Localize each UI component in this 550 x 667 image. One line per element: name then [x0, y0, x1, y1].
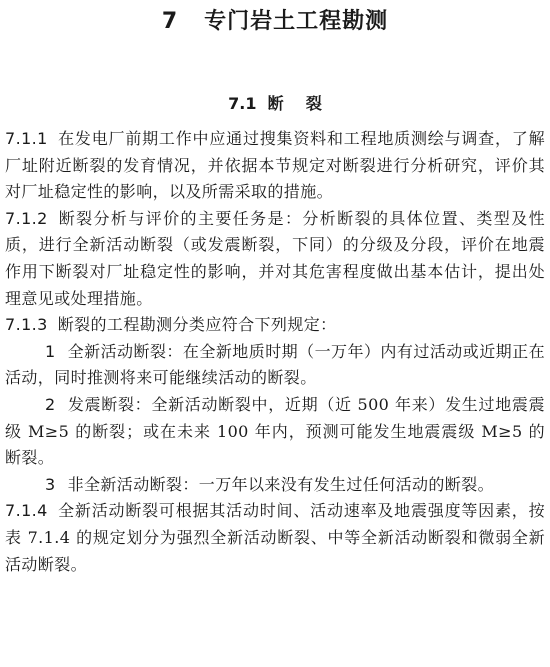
clause-number: 7.1.1 [5, 129, 48, 148]
section-title: 7.1 断 裂 [228, 94, 322, 113]
list-item-3 [5, 472, 545, 499]
clause-7-1-1 [5, 126, 545, 206]
item-number: 3 [45, 474, 56, 494]
clause-number: 7.1.4 [5, 501, 48, 521]
clause-number: 7.1.2 [5, 208, 48, 228]
document-body [5, 126, 545, 578]
clause-text: 断裂分析与评价的主要任务是：分析断裂的具体位置、类型及性质，进行全新活动断裂（或发震断裂，下同）的分级及分段，评价在地震作用下断裂对厂址稳定性的影响，并对其危害程度做出基本估计，提出处理意见或处理措施。 [5, 208, 545, 308]
clause-text: 全新活动断裂可根据其活动时间、活动速率及地震强度等因素，按表 7.1.4 的规定划分为强烈全新活动断裂、中等全新活动断裂和微弱全新活动断裂。 [5, 501, 545, 574]
clause-text: 在发电厂前期工作中应通过搜集资料和工程地质测绘与调查，了解厂址附近断裂的发育情况，并依据本节规定对断裂进行分析研究，评价其对厂址稳定性的影响，以及所需采取的措施。 [5, 129, 545, 202]
clause-7-1-3 [5, 312, 545, 339]
clause-number: 7.1.3 [5, 315, 48, 335]
list-item-1 [5, 339, 545, 392]
chapter-title: 7 专门岩土工程勘测 [161, 9, 389, 34]
item-text: 发震断裂：全新活动断裂中，近期（近 500 年来）发生过地震震级 M≥5 的断裂；或在未来 100 年内，预测可能发生地震震级 M≥5 的断裂。 [5, 394, 545, 468]
item-text: 非全新活动断裂：一万年以来没有发生过任何活动的断裂。 [67, 474, 494, 494]
clause-7-1-2 [5, 206, 545, 312]
clause-text: 断裂的工程勘测分类应符合下列规定： [57, 315, 337, 335]
item-number: 1 [45, 341, 56, 361]
item-number: 2 [45, 394, 56, 414]
clause-7-1-4 [5, 498, 545, 578]
list-item-2 [5, 392, 545, 472]
item-text: 全新活动断裂：在全新地质时期（一万年）内有过活动或近期正在活动，同时推测将来可能继续活动的断裂。 [5, 341, 545, 388]
